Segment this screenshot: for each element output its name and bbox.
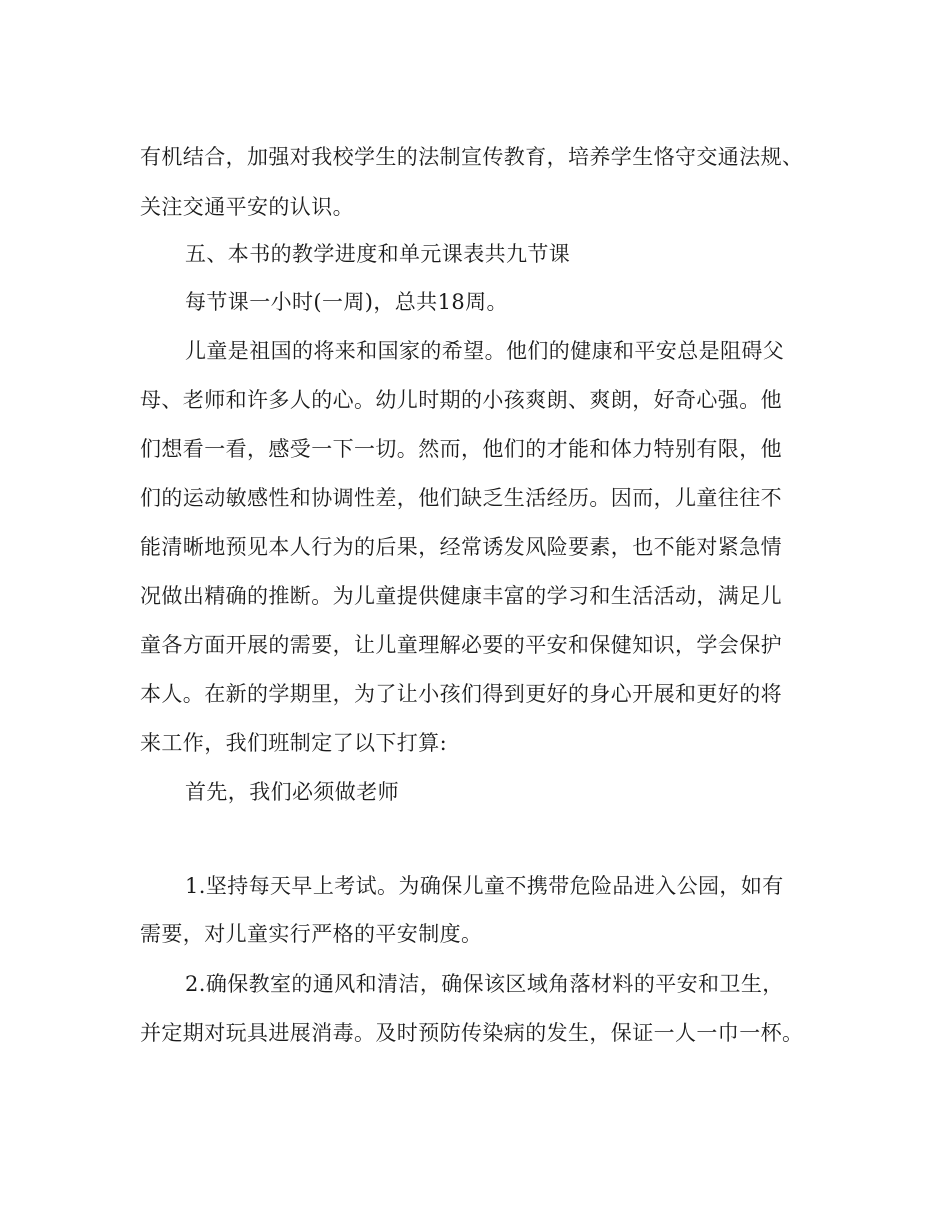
text-line: 需要，对儿童实行严格的平安制度。 — [140, 922, 483, 946]
text-line: 并定期对玩具进展消毒。及时预防传染病的发生，保证一人一巾一杯。 — [140, 1021, 804, 1045]
text-line: 能清晰地预见本人行为的后果，经常诱发风险要素，也不能对紧急情 — [140, 535, 782, 559]
text-line: 况做出精确的推断。为儿童提供健康丰富的学习和生活活动，满足儿 — [140, 584, 782, 608]
text-line: 本人。在新的学期里，为了让小孩们得到更好的身心开展和更好的将 — [140, 682, 782, 706]
text-line: 关注交通平安的认识。 — [140, 195, 354, 219]
text-line: 儿童是祖国的将来和国家的希望。他们的健康和平安总是阻碍父 — [185, 339, 785, 363]
list-item: 2.确保教室的通风和清洁，确保该区域角落材料的平安和卫生， — [185, 972, 784, 996]
text-line: 来工作，我们班制定了以下打算: — [140, 731, 448, 755]
text-line: 首先，我们必须做老师 — [185, 780, 399, 804]
text-line: 有机结合，加强对我校学生的法制宣传教育，培养学生恪守交通法规、 — [140, 145, 804, 169]
text-line: 们想看一看，感受一下一切。然而，他们的才能和体力特别有限，他 — [140, 437, 782, 461]
text-line: 童各方面开展的需要，让儿童理解必要的平安和保健知识，学会保护 — [140, 633, 782, 657]
list-item: 1.坚持每天早上考试。为确保儿童不携带危险品进入公园，如有 — [185, 874, 784, 898]
text-line: 母、老师和许多人的心。幼儿时期的小孩爽朗、爽朗，好奇心强。他 — [140, 388, 782, 412]
text-line: 每节课一小时(一周)，总共18周。 — [185, 290, 508, 314]
text-line: 们的运动敏感性和协调性差，他们缺乏生活经历。因而，儿童往往不 — [140, 486, 782, 510]
section-heading: 五、本书的教学进度和单元课表共九节课 — [185, 242, 571, 266]
